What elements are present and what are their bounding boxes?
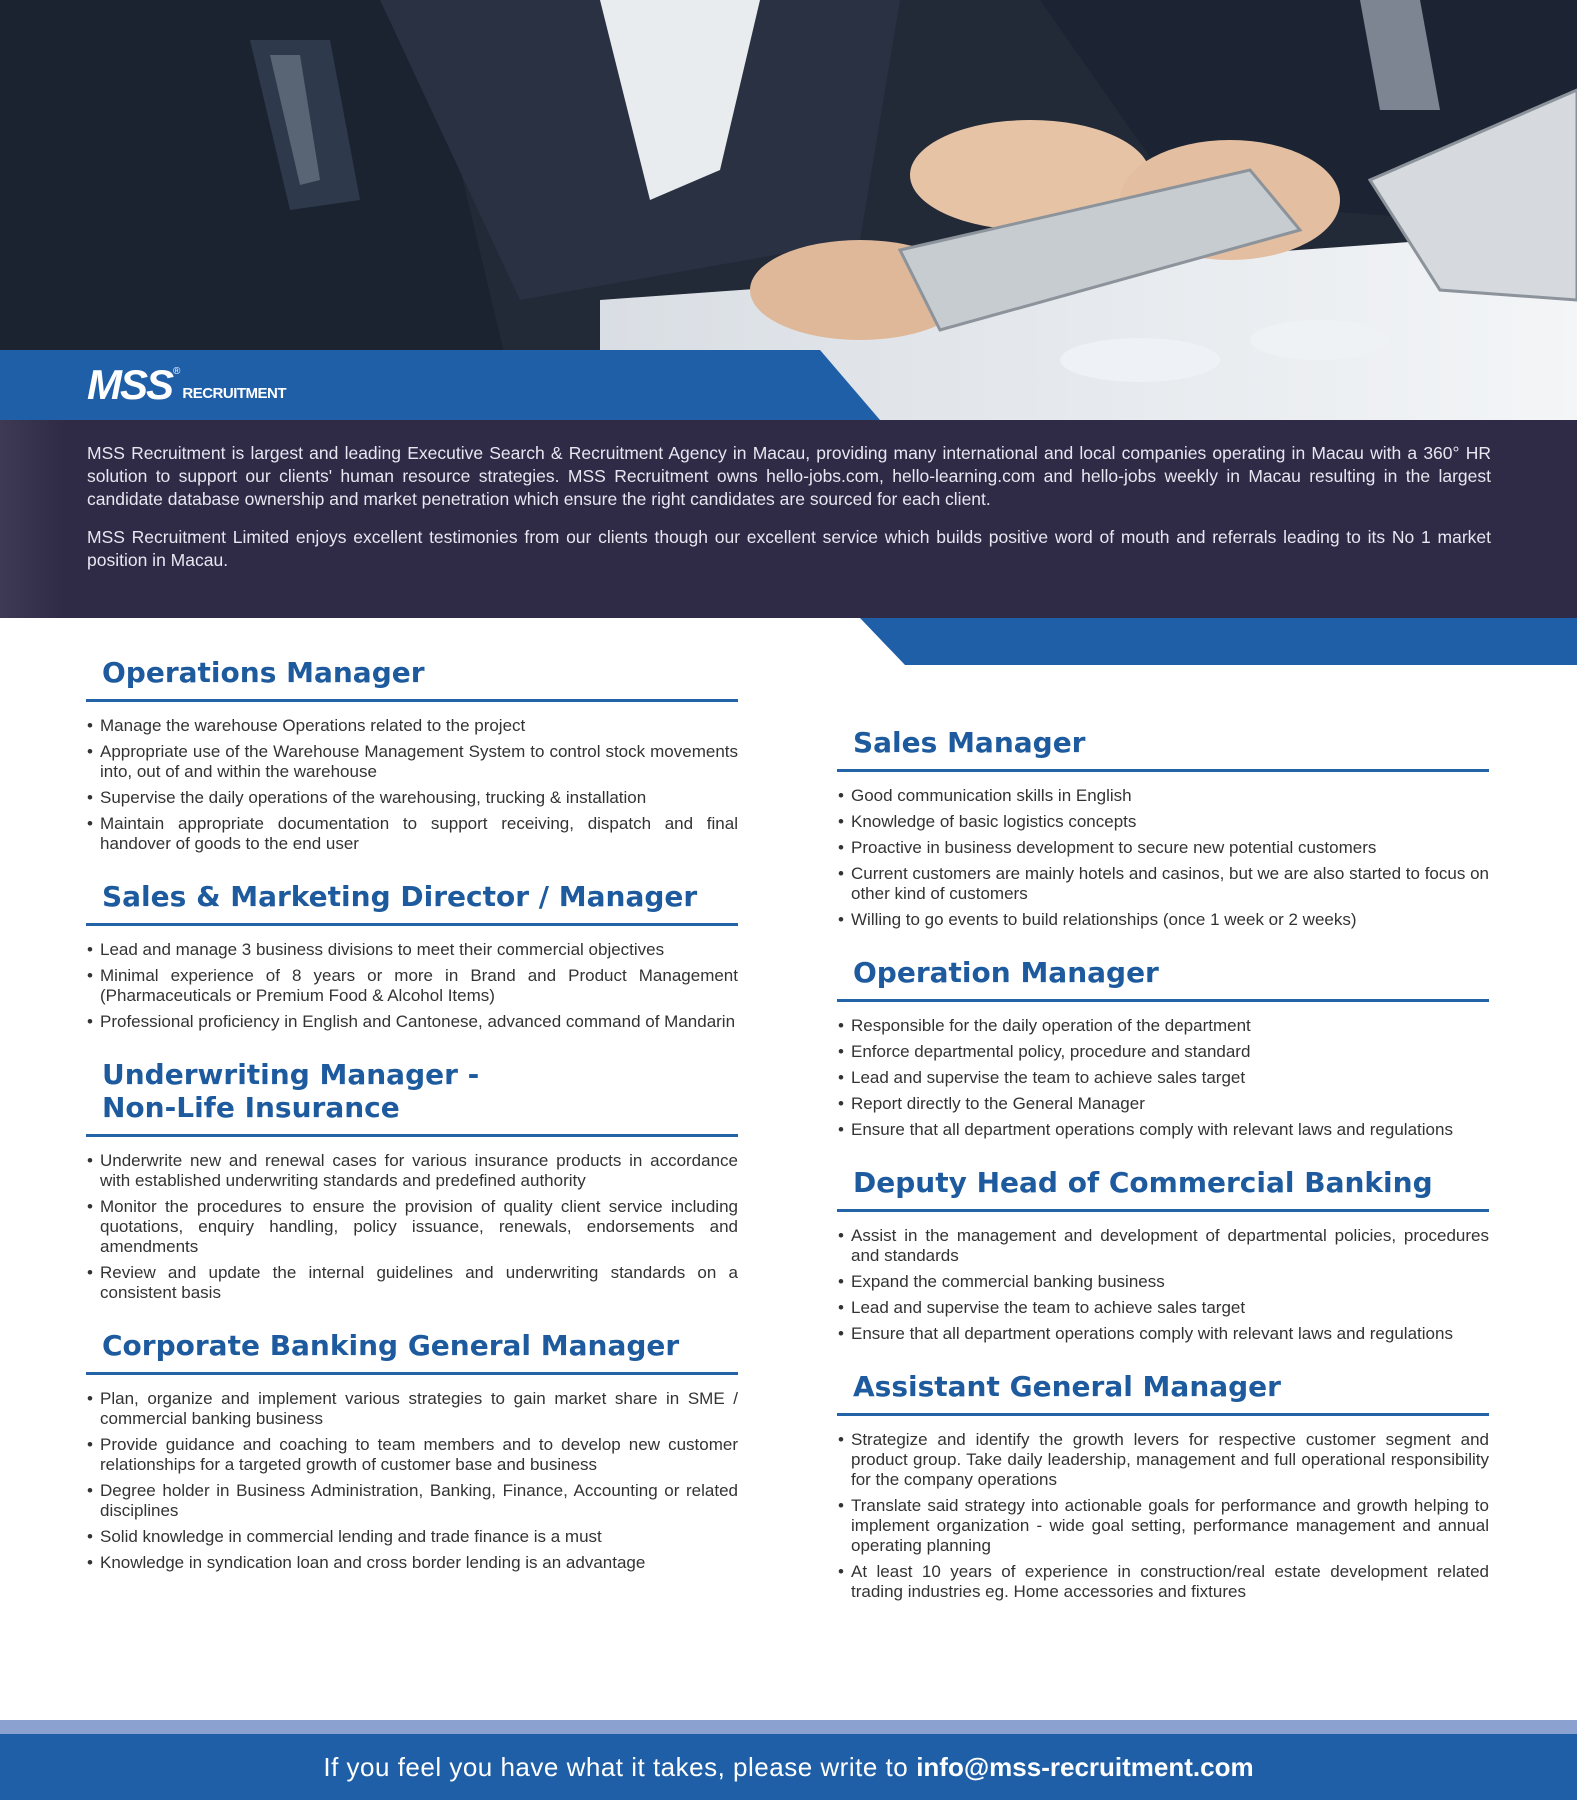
job-requirement-item: • Knowledge of basic logistics concepts (837, 812, 1489, 832)
job-requirements-list (86, 1389, 738, 1573)
job-requirement-item: • Knowledge in syndication loan and cross border lending is an advantage (86, 1553, 738, 1573)
job-requirement-item: • Good communication skills in English (837, 786, 1489, 806)
job-requirement-item: • Translate said strategy into actionable goals for performance and growth helping to implement organization - wide goal setting, performance management and annual operating planning (837, 1496, 1489, 1556)
contact-email-link[interactable]: info@mss-recruitment.com (916, 1751, 1254, 1782)
job-requirement-item: • Minimal experience of 8 years or more in Brand and Product Management (Pharmaceuticals or Premium Food & Alcohol Items) (86, 966, 738, 1006)
job-requirement-item: • Willing to go events to build relationships (once 1 week or 2 weeks) (837, 910, 1489, 930)
job-requirement-item: • Responsible for the daily operation of the department (837, 1016, 1489, 1036)
job-requirement-item: • Assist in the management and development of departmental policies, procedures and standards (837, 1226, 1489, 1266)
job-title: Operation Manager (837, 956, 1489, 1002)
job-requirement-item: • Degree holder in Business Administration, Banking, Finance, Accounting or related disciplines (86, 1481, 738, 1521)
intro-edge-shade (0, 420, 65, 618)
job-listing (837, 1370, 1489, 1602)
logo-registered-mark: ® (173, 366, 181, 377)
job-requirement-item: • Solid knowledge in commercial lending and trade finance is a must (86, 1527, 738, 1547)
intro-section (0, 420, 1577, 618)
job-requirement-item: • Lead and supervise the team to achieve sales target (837, 1068, 1489, 1088)
job-requirement-item: • Ensure that all department operations comply with relevant laws and regulations (837, 1120, 1489, 1140)
job-requirement-item: • Strategize and identify the growth levers for respective customer segment and product group. Take daily leadership, management and full operational responsibility for the company operations (837, 1430, 1489, 1490)
job-requirements-list (837, 1430, 1489, 1602)
job-requirement-item: • Lead and manage 3 business divisions to meet their commercial objectives (86, 940, 738, 960)
mss-logo (87, 361, 287, 408)
job-requirement-item: • Underwrite new and renewal cases for various insurance products in accordance with established underwriting standards and predefined authority (86, 1151, 738, 1191)
job-requirement-item: • Appropriate use of the Warehouse Management System to control stock movements into, out of and within the warehouse (86, 742, 738, 782)
job-requirement-item: • Professional proficiency in English and Cantonese, advanced command of Mandarin (86, 1012, 738, 1032)
job-requirements-list (837, 1016, 1489, 1140)
job-requirement-item: • Plan, organize and implement various strategies to gain market share in SME / commercial banking business (86, 1389, 738, 1429)
job-requirements-list (837, 786, 1489, 930)
job-requirement-item: • Provide guidance and coaching to team members and to develop new customer relationships for a targeted growth of customer base and business (86, 1435, 738, 1475)
job-title: Sales & Marketing Director / Manager (86, 880, 738, 926)
job-requirements-list (86, 940, 738, 1032)
job-title: Underwriting Manager - Non-Life Insurance (86, 1058, 738, 1137)
job-requirement-item: • Manage the warehouse Operations related to the project (86, 716, 738, 736)
intro-text (87, 442, 1491, 587)
job-title: Deputy Head of Commercial Banking (837, 1166, 1489, 1212)
job-requirement-item: • Lead and supervise the team to achieve sales target (837, 1298, 1489, 1318)
job-requirements-list (86, 716, 738, 854)
job-requirements-list (837, 1226, 1489, 1344)
job-listing (86, 1329, 738, 1573)
job-requirement-item: • Supervise the daily operations of the warehousing, trucking & installation (86, 788, 738, 808)
footer-cta: If you feel you have what it takes, please write to (323, 1751, 909, 1782)
job-requirements-list (86, 1151, 738, 1303)
intro-paragraph: MSS Recruitment is largest and leading Executive Search & Recruitment Agency in Macau, providing many international and local companies operating in Macau with a 360° HR solution to support our clients' human resource strategies. MSS Recruitment owns hello-jobs.com, hello-learning.com and hello-jobs weekly in Macau resulting in the largest candidate database ownership and market penetration which ensure the right candidates are sourced for each client. (87, 443, 1491, 509)
job-requirement-item: • Enforce departmental policy, procedure and standard (837, 1042, 1489, 1062)
job-requirement-item: • Proactive in business development to secure new potential customers (837, 838, 1489, 858)
job-requirement-item: • Current customers are mainly hotels and casinos, but we are also started to focus on other kind of customers (837, 864, 1489, 904)
job-title: Operations Manager (86, 656, 738, 702)
job-listing (86, 1058, 738, 1303)
job-title: Assistant General Manager (837, 1370, 1489, 1416)
job-listing (837, 1166, 1489, 1344)
logo-mark: MSS (87, 361, 173, 408)
job-requirement-item: • Report directly to the General Manager (837, 1094, 1489, 1114)
job-requirement-item: • Maintain appropriate documentation to support receiving, dispatch and final handover of goods to the end user (86, 814, 738, 854)
footer (0, 1734, 1577, 1800)
job-requirement-item: • Review and update the internal guidelines and underwriting standards on a consistent basis (86, 1263, 738, 1303)
job-listing (837, 956, 1489, 1140)
logo-subtitle: RECRUITMENT (182, 385, 287, 402)
accent-banner (860, 618, 1577, 665)
job-requirement-item: • At least 10 years of experience in construction/real estate development related trading industries eg. Home accessories and fixtures (837, 1562, 1489, 1602)
job-listing (86, 656, 738, 854)
job-requirement-item: • Expand the commercial banking business (837, 1272, 1489, 1292)
job-title: Corporate Banking General Manager (86, 1329, 738, 1375)
job-listing (86, 880, 738, 1032)
job-requirement-item: • Ensure that all department operations comply with relevant laws and regulations (837, 1324, 1489, 1344)
footer-accent-bar (0, 1720, 1577, 1734)
job-title: Sales Manager (837, 726, 1489, 772)
job-requirement-item: • Monitor the procedures to ensure the provision of quality client service including quotations, enquiry handling, policy issuance, renewals, endorsements and amendments (86, 1197, 738, 1257)
job-listing (837, 726, 1489, 930)
right-job-column (837, 726, 1489, 1628)
left-job-column (86, 656, 738, 1599)
intro-paragraph: MSS Recruitment Limited enjoys excellent testimonies from our clients though our excellent service which builds positive word of mouth and referrals leading to its No 1 market position in Macau. (87, 527, 1491, 570)
